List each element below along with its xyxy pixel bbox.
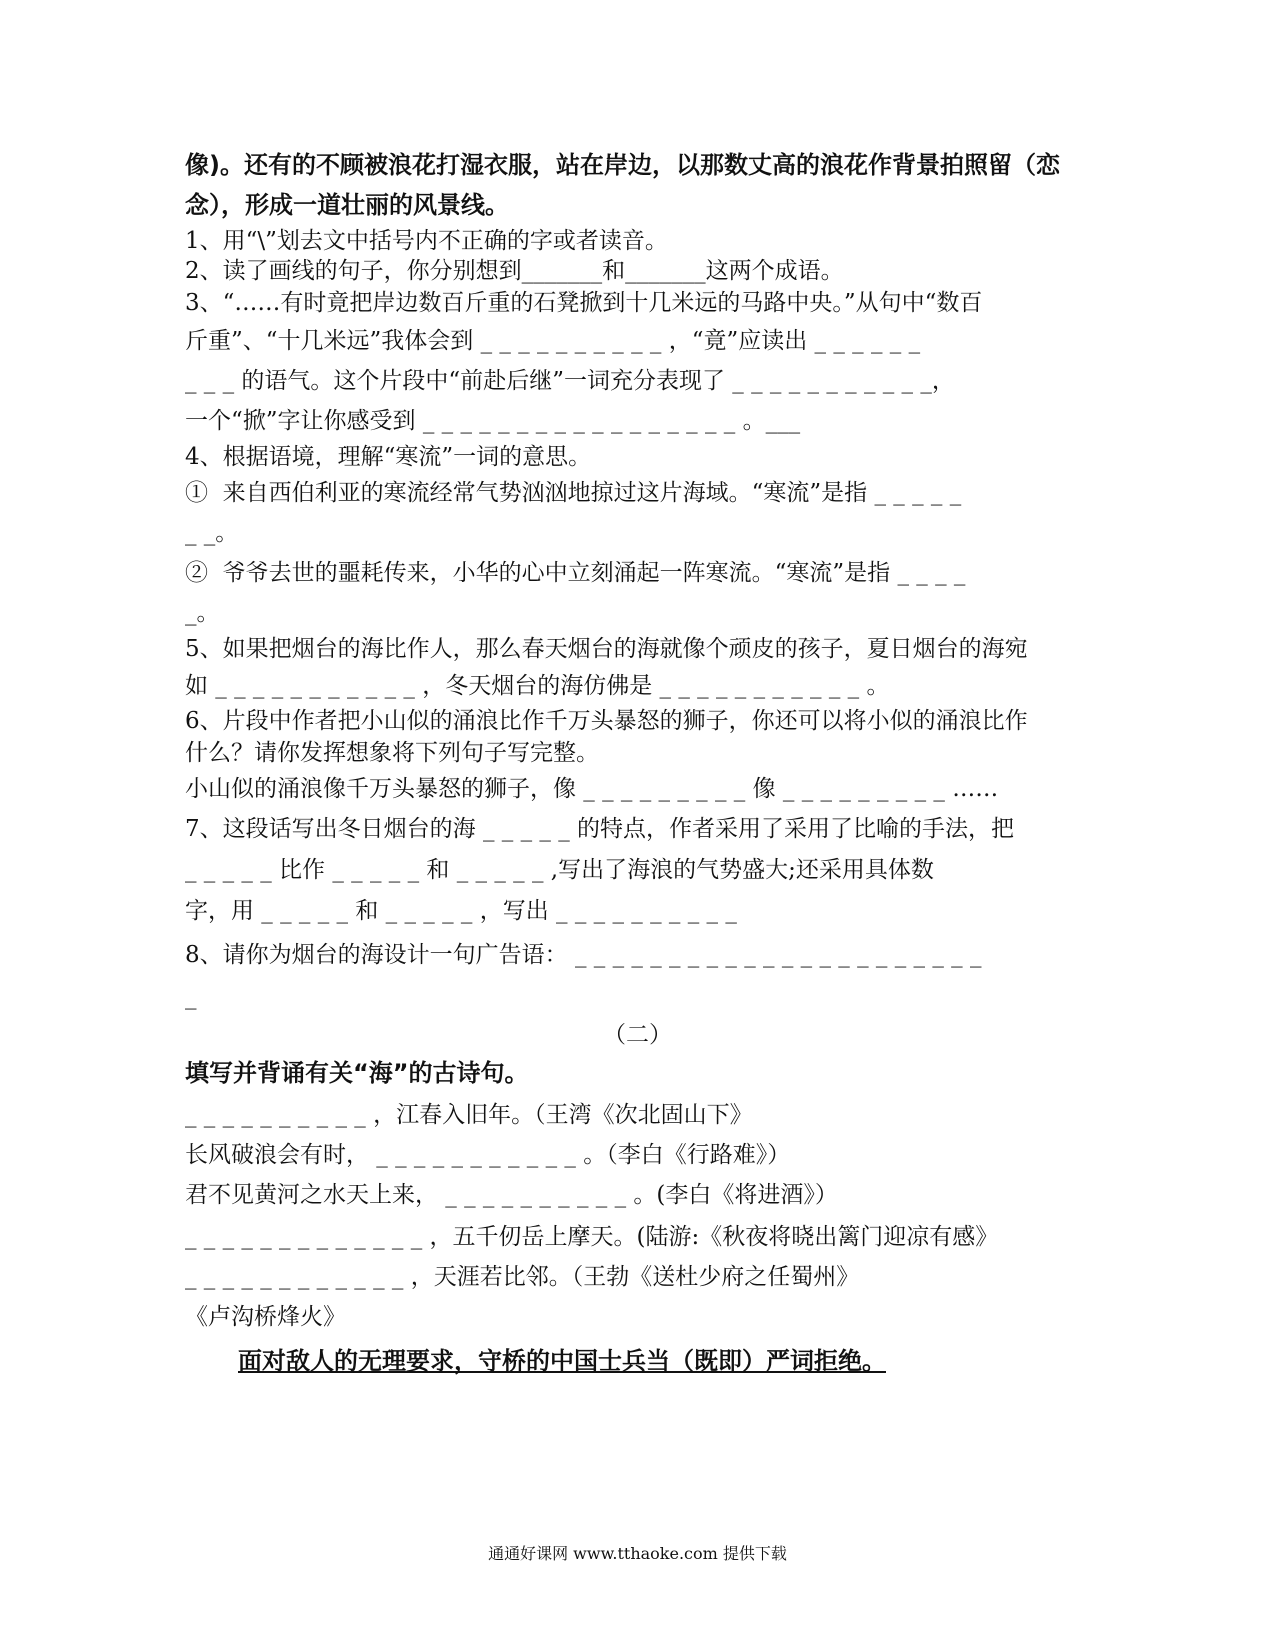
question-5-line-2: 如 _ _ _ _ _ _ _ _ _ _ _ ，冬天烟台的海仿佛是 _ _ _ _ _ _ _ _ _ _ _ 。 — [185, 673, 890, 699]
footer-credit: 通通好课网 www.tthaoke.com 提供下载 — [488, 1544, 787, 1563]
question-1: 1、用“\”划去文中括号内不正确的字或者读音。 — [185, 228, 668, 254]
question-8-line-2: _ — [185, 984, 197, 1010]
question-4-item-1-line-1: ① 来自西伯利亚的寒流经常气势汹汹地掠过这片海域。“寒流”是指 _ _ _ _ _ — [185, 480, 962, 506]
section-3-title: 《卢沟桥烽火》 — [185, 1304, 346, 1330]
question-7-line-2: _ _ _ _ _ 比作 _ _ _ _ _ 和 _ _ _ _ _ ,写出了海浪的气势盛大;还采用具体数 — [185, 857, 934, 883]
question-6-line-1: 6、片段中作者把小山似的涌浪比作千万头暴怒的狮子，你还可以将小似的涌浪比作 — [185, 708, 1028, 734]
intro-line-2: 念），形成一道壮丽的风景线。 — [185, 191, 509, 219]
section-3-sentence: 面对敌人的无理要求，守桥的中国士兵当（既即）严词拒绝。 — [238, 1347, 886, 1375]
question-3-line-3: _ _ _ 的语气。这个片段中“前赴后继”一词充分表现了 _ _ _ _ _ _ _ _ _ _ _， — [185, 368, 955, 394]
poem-line-5: _ _ _ _ _ _ _ _ _ _ _ _ ，天涯若比邻。（王勃《送杜少府之任蜀州》 — [185, 1264, 860, 1290]
section-2-title: 填写并背诵有关“海”的古诗句。 — [185, 1059, 529, 1087]
question-4-item-1-line-2: _ _。 — [185, 520, 239, 546]
question-2: 2、读了画线的句子，你分别想到_______和_______这两个成语。 — [185, 258, 844, 284]
question-4-item-2-line-2: _。 — [185, 600, 220, 626]
question-6-line-2: 什么？请你发挥想象将下列句子写完整。 — [185, 740, 599, 766]
question-7-line-3: 字，用 _ _ _ _ _ 和 _ _ _ _ _ ，写出 _ _ _ _ _ _ _ _ _ _ — [185, 898, 737, 924]
question-3-line-2: 斤重”、“十几米远”我体会到 _ _ _ _ _ _ _ _ _ _ ，“竟”应读出 _ _ _ _ _ _ — [185, 328, 921, 354]
question-5-line-1: 5、如果把烟台的海比作人，那么春天烟台的海就像个顽皮的孩子，夏日烟台的海宛 — [185, 636, 1028, 662]
question-7-line-1: 7、这段话写出冬日烟台的海 _ _ _ _ _ 的特点，作者采用了采用了比喻的手法，把 — [185, 816, 1014, 842]
question-8-line-1: 8、请你为烟台的海设计一句广告语： _ _ _ _ _ _ _ _ _ _ _ _ _ _ _ _ _ _ _ _ _ _ — [185, 942, 982, 968]
poem-line-1: _ _ _ _ _ _ _ _ _ _ ，江春入旧年。（王湾《次北固山下》 — [185, 1102, 753, 1128]
section-2-heading: （二） — [603, 1022, 672, 1048]
question-4: 4、根据语境，理解“寒流”一词的意思。 — [185, 444, 592, 470]
poem-line-4: _ _ _ _ _ _ _ _ _ _ _ _ _ ，五千仞岳上摩天。(陆游:《秋夜将晓出篱门迎凉有感》 — [185, 1224, 999, 1250]
question-6-line-3: 小山似的涌浪像千万头暴怒的狮子，像 _ _ _ _ _ _ _ _ _ 像 _ _ _ _ _ _ _ _ _ …… — [185, 776, 999, 802]
poem-line-2: 长风破浪会有时， _ _ _ _ _ _ _ _ _ _ _ 。（李白《行路难》） — [185, 1142, 791, 1168]
question-3-line-1: 3、“……有时竟把岸边数百斤重的石凳掀到十几米远的马路中央。”从句中“数百 — [185, 290, 983, 316]
poem-line-3: 君不见黄河之水天上来， _ _ _ _ _ _ _ _ _ _ 。(李白《将进酒》） — [185, 1182, 838, 1208]
question-4-item-2-line-1: ② 爷爷去世的噩耗传来，小华的心中立刻涌起一阵寒流。“寒流”是指 _ _ _ _ — [185, 560, 966, 586]
question-3-line-4: 一个“掀”字让你感受到 _ _ _ _ _ _ _ _ _ _ _ _ _ _ _ _ _ 。___ — [185, 408, 801, 434]
intro-line-1: 像)。还有的不顾被浪花打湿衣服，站在岸边，以那数丈高的浪花作背景拍照留（恋 — [185, 151, 1060, 179]
